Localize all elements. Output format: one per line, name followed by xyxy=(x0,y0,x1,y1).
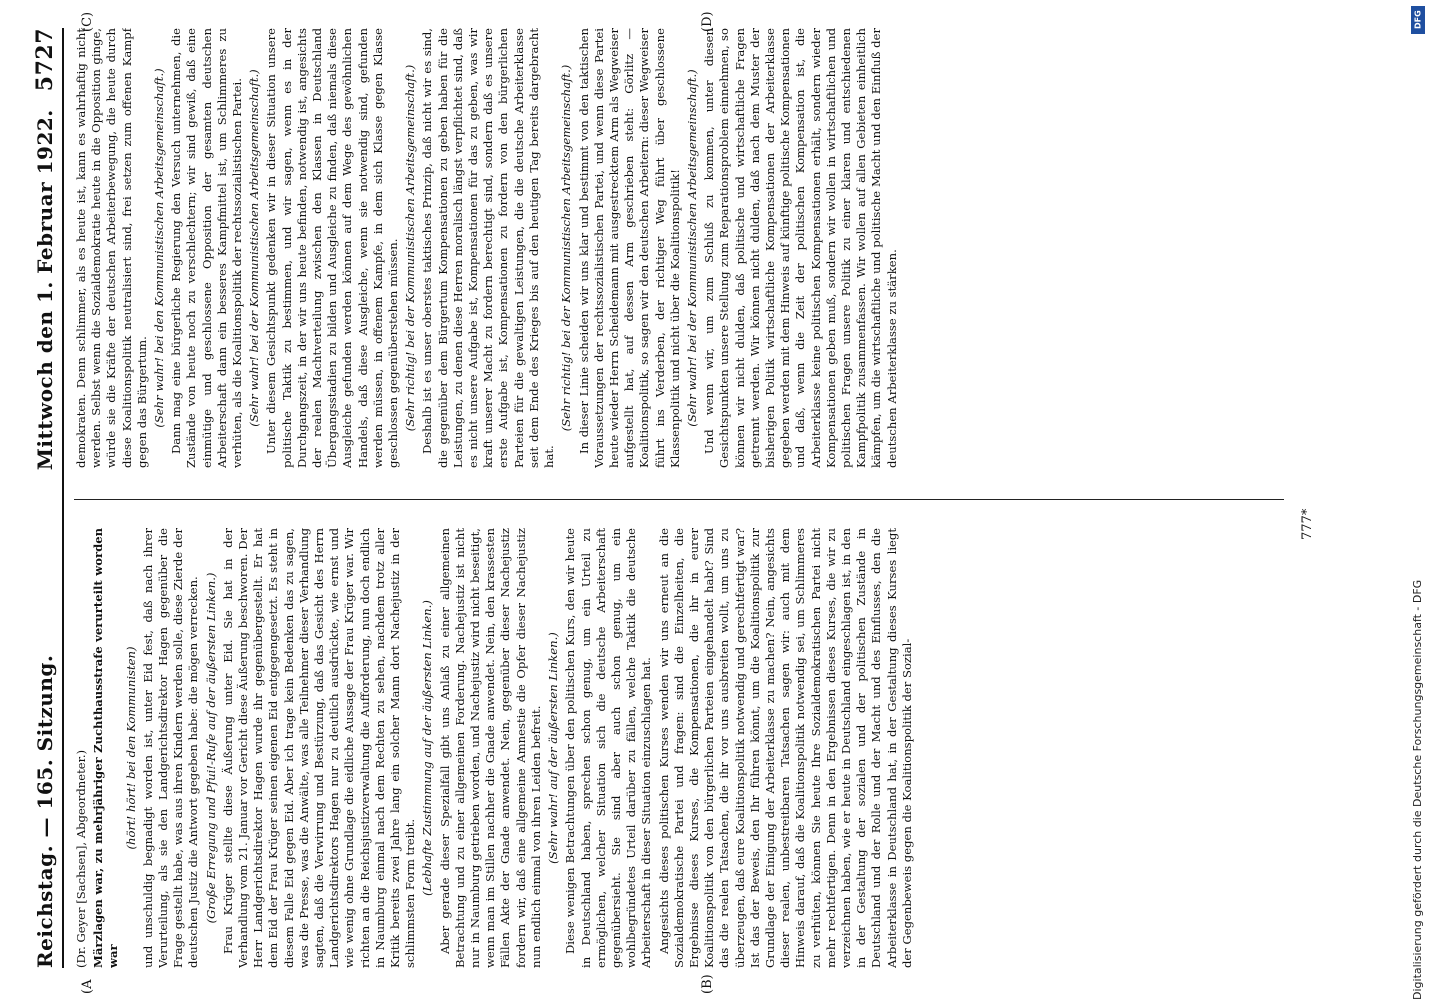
interjection: (Sehr richtig! bei der Kommunistischen Arbeitsgemeinschaft.) xyxy=(403,64,418,432)
paragraph: Frau Krüger stellte diese Äußerung unter Eid. Sie hat in der Verhandlung vom 21. Januar vor Gericht diese Äußerung beschworen. Der Herr Landgerichtsdirektor Hagen wurde ihr gegenübergestellt. Er hat dem Eid der Frau Krüger seinen eigenen Eid entgegengesetzt. Es steht in diesem Falle Eid gegen Eid. Aber ich trage kein Bedenken das zu sagen, was die Presse, was die Anwälte, was alle Teilnehmer dieser Verhandlung sagten, daß die Verwirrung und Bestürzung, daß das Gesicht des Herrn Landgerichtsdirektors Hagen nur zu deutlich ausdrückte, wie ernst und wie wenig ohne Grundlage die eidliche Aussage der Frau Krüger war. Wir richten an die Reichsjustizverwaltung die Aufforderung, nun doch endlich in Naumburg einmal nach dem Rechten zu sehen, nachdem trotz aller Kritik bereits zwei Jahre lang ein solcher Mann dort Nachejustiz in der schlimmsten Form treibt. xyxy=(220,528,418,968)
paragraph: Angesichts dieses politischen Kurses wenden wir uns erneut an die Sozialdemokratische Partei und fragen: sind die Einzelheiten, die Ergebnisse dieses Kurses, die Kompensationen, die ihr in eurer Koalitionspolitik von den bürgerlichen Parteien eingehandelt habt? Sind das die realen Tatsachen, die ihr vor uns ausbreiten wollt, um uns zu überzeugen, daß eure Koalitionspolitik notwendig und gerechtfertigt war? Ist das der Beweis, den Ihr führen könnt, um die Koalitionspolitik zur Grundlage der Einigung der Arbeiterklasse zu machen? Nein, angesichts dieser realen, unbestreitbaren Tatsachen sagen wir: auch mit dem Hinweis darauf, daß die Koalitionspolitik notwendig sei, um Schlimmeres zu verhüten, können Sie heute Ihre Sozialdemokratischen Partei nicht mehr rechtfertigen. Denn in den Ergebnissen dieses Kurses, die wir zu verzeichnen haben, wie er heute in Deutschland eingeschlagen ist, in den in der Gestaltung der sozialen und der politischen Zustände in Deutschland und der Rolle und der Macht und des Einflusses, den die Arbeiterklasse in Deutschland hat, in der Gestaltung dieses Kurses liegt der Gegenbeweis gegen die Koalitionspolitik der Sozial- xyxy=(656,528,914,968)
left-column xyxy=(74,528,1284,968)
scanned-page xyxy=(10,0,1410,1000)
page-folio: 777* xyxy=(1300,508,1315,540)
speaker-line: (Dr. Geyer [Sachsen], Abgeordneter.) xyxy=(74,749,88,968)
dfg-credit-text: Digitalisierung gefördert durch die Deutsche Forschungsgemeinschaft - DFG xyxy=(1411,579,1424,1000)
header-right: Mittwoch den 1. Februar 1922. xyxy=(33,109,57,471)
paragraph: demokraten. Denn schlimmer, als es heute ist, kann es wahrhaftig nicht werden. Selbst wenn die Sozialdemokratie heute in die Opposition ginge, würde sie die Kräfte der deutschen Arbeiterbewegung, die heute durch diese Koalitionspolitik neutralisiert sind, frei setzen zum offenen Kampf gegen das Bürgertum. xyxy=(74,28,149,468)
paragraph: Unter diesem Gesichtspunkt gedenken wir in dieser Situation unsere politische Taktik zu bestimmen, und wir sagen, wenn es in der Durchgangszeit, in der wir uns heute befinden, notwendig ist, angesichts der realen Machtverteilung zwischen den Klassen in Deutschland Übergangsstadien zu bilden und Ausgleiche zu finden, daß niemals diese Ausgleiche gefunden werden können auf dem Wege des gewöhnlichen Handels, daß diese Ausgleiche, wenn sie notwendig sind, gefunden werden müssen, in offenem Kampfe, in dem sich Klasse gegen Klasse geschlossen gegenüberstehen müssen. xyxy=(264,28,401,468)
paragraph: Und wenn wir, um zum Schluß zu kommen, unter diesen Gesichtspunkten unsere Stellung zum Reparationsproblem einnehmen, so können wir nicht dulden, daß politische und wirtschaftliche Fragen getrennt werden. Wir können nicht dulden, daß nach dem Muster der bisherigen Politik wirtschaftliche Kompensationen der Arbeiterklasse gegeben werden mit dem Hinweis auf künftige politische Kompensationen und daß, wenn die Zeit der politischen Kompensation ist, die Arbeiterklasse keine politischen Kompensationen erhält, sondern wieder Kompensationen geben muß, sondern wir wollen in wirtschaftlichen und politischen Fragen unsere Politik zu einer klaren und entschiedenen Kampfpolitik zusammenfassen. Wir wollen auf allen Gebieten einheitlich kämpfen, um die wirtschaftliche und politische Macht und den Einfluß der deutschen Arbeiterklasse zu stärken. xyxy=(702,28,899,468)
interjection: (Sehr richtig! bei der Kommunistischen Arbeitsgemeinschaft.) xyxy=(559,64,574,432)
rotated-page-content xyxy=(10,0,1410,1000)
dfg-logo: DFG xyxy=(1411,6,1425,34)
interjection: (Sehr wahr! bei der Kommunistischen Arbeitsgemeinschaft.) xyxy=(684,69,699,427)
margin-marker-c: (C) xyxy=(80,11,95,32)
page-number: 5727 xyxy=(32,28,58,92)
page-header xyxy=(28,28,64,968)
paragraph: Dann mag eine bürgerliche Regierung den Versuch unternehmen, die Zustände von heute noch zu verschlechtern; wir sind gewiß, daß eine einmütige und geschlossene Opposition der gesamten deutschen Arbeiterschaft dann ein besseres Kampfmittel ist, um Schlimmeres zu verhüten, als die Koalitionspolitik der rechtssozialistischen Partei. xyxy=(169,28,245,468)
interjection: (Große Erregung und Pfui!-Rufe auf der äußersten Linken.) xyxy=(203,572,218,924)
interjection: (Sehr wahr! bei der Kommunistischen Arbeitsgemeinschaft.) xyxy=(247,69,262,427)
interjection: (Lebhafte Zustimmung auf der äußersten Linken.) xyxy=(420,600,435,896)
paragraph: Diese wenigen Betrachtungen über den politischen Kurs, den wir heute in Deutschland haben, sprechen schon genug, um ein Urteil zu ermöglichen, welcher Situation sich die deutsche Arbeiterschaft gegenübersieht. Sie sind aber auch schon genug, um ein wohlbegründetes Urteil darüber zu fällen, welche Taktik die deutsche Arbeiterschaft in dieser Situation einzuschlagen hat. xyxy=(563,528,654,968)
paragraph: In dieser Linie scheiden wir uns klar und bestimmt von den taktischen Voraussetzungen der rechtssozialistischen Partei, und wenn diese Partei heute wieder Herrn Scheidemann mit ausgestrecktem Arm als Wegweiser aufgestellt hat, auf dessen Arm geschrieben steht: Görlitz — Koalitionspolitik, so sagen wir den deutschen Arbeitern: dieser Wegweiser führt ins Verderben, der richtiger Weg führt über geschlossene Klassenpolitik und nicht über die Koalitionspolitik! xyxy=(576,28,682,468)
right-column xyxy=(74,28,1284,468)
dfg-credit-strip xyxy=(1408,0,1428,1000)
margin-marker-b: (B) xyxy=(700,974,715,994)
paragraph: Deshalb ist es unser oberstes taktisches Prinzip, daß nicht wir es sind, die gegenüber dem Bürgertum Kompensationen zu geben haben für die Leistungen, zu denen diese Herren moralisch längst verpflichtet sind, daß es nicht unsere Aufgabe ist, Kompensationen für das zu geben, was wir kraft unserer Macht zu fordern berechtigt sind, sondern daß es unsere erste Aufgabe ist, Kompensationen zu fordern von den bürgerlichen Parteien für die gewaltigen Leistungen, die die deutsche Arbeiterklasse seit dem Ende des Krieges bis auf den heutigen Tag bereits dargebracht hat. xyxy=(420,28,557,468)
column-divider xyxy=(74,499,1284,500)
paragraph: Märzlagen war, zu mehrjähriger Zuchthausstrafe verurteilt worden war xyxy=(91,528,121,968)
header-left: Reichstag. — 165. Sitzung. xyxy=(33,654,57,968)
paragraph: Aber gerade dieser Spezialfall gibt uns Anlaß zu einer allgemeinen Betrachtung und zu einer allgemeinen Forderung. Nachejustiz ist nicht nur in Naumburg getrieben worden, und Nachejustiz wird nicht beseitigt, wenn man im Stillen nachher die Gnade anwendet. Nein, den krassesten Fällen Akte der Gnade anwendet. Nein, gegenüber dieser Nachejustiz fordern wir, daß eine allgemeine Amnestie die Opfer dieser Nachejustiz nun endlich einmal von ihren Leiden befreit. xyxy=(437,528,543,968)
margin-marker-a: (A xyxy=(80,979,95,994)
paragraph: und unschuldig begnadigt worden ist, unter Eid fest, daß nach ihrer Verurteilung, als sie den Landgerichtsdirektor Hagen gegenüber die Frage gestellt habe, was aus ihren Kindern werden solle, diese Zierde der deutschen Justiz die Antwort gegeben habe: die mögen verrecken. xyxy=(140,528,201,968)
interjection: (Sehr wahr! auf der äußersten Linken.) xyxy=(546,632,561,864)
interjection: (hört! hört! bei den Kommunisten) xyxy=(123,646,138,850)
margin-marker-d: (D) xyxy=(700,11,715,32)
interjection: (Sehr wahr! bei den Kommunistischen Arbeitsgemeinschaft.) xyxy=(152,68,167,428)
